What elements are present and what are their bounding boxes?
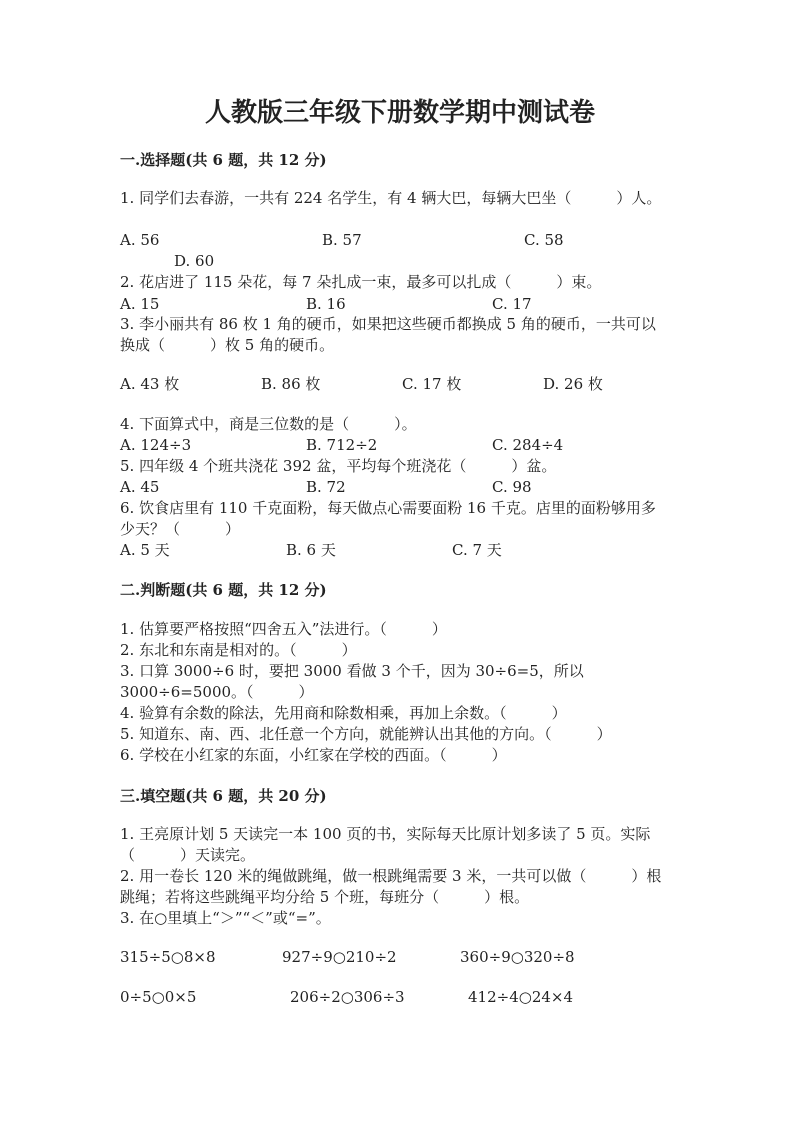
option-a: A. 43 枚 <box>120 375 180 393</box>
option-b: B. 72 <box>306 478 346 496</box>
fill-line: 跳绳；若将这些跳绳平均分给 5 个班，每班分（ ）根。 <box>120 888 530 906</box>
question-3-text: 3. 李小丽共有 86 枚 1 角的硬币，如果把这些硬币都换成 5 角的硬币，一共可以 <box>120 315 656 333</box>
question-5-text: 5. 四年级 4 个班共浇花 392 盆，平均每个班浇花（ ）盆。 <box>120 457 557 475</box>
judgment-line: 4. 验算有余数的除法，先用商和除数相乘，再加上余数。（ ） <box>120 704 567 722</box>
compare-item: 206÷2○306÷3 <box>290 988 405 1006</box>
section-heading-judgment: 二.判断题(共 6 题，共 12 分) <box>120 581 327 599</box>
fill-line: 1. 王亮原计划 5 天读完一本 100 页的书，实际每天比原计划多读了 5 页。实际 <box>120 825 651 843</box>
judgment-line: 3. 口算 3000÷6 时，要把 3000 看做 3 个千，因为 30÷6=5，所以 <box>120 662 584 680</box>
option-b: B. 712÷2 <box>306 436 378 454</box>
option-b: B. 86 枚 <box>261 375 321 393</box>
compare-item: 412÷4○24×4 <box>468 988 574 1006</box>
judgment-line: 2. 东北和东南是相对的。（ ） <box>120 641 357 659</box>
option-b: B. 6 天 <box>286 541 336 559</box>
compare-item: 360÷9○320÷8 <box>460 948 575 966</box>
option-c: C. 98 <box>492 478 532 496</box>
section-heading-choice: 一.选择题(共 6 题，共 12 分) <box>120 151 327 169</box>
option-c: C. 284÷4 <box>492 436 564 454</box>
judgment-line: 6. 学校在小红家的东面，小红家在学校的西面。（ ） <box>120 746 507 764</box>
judgment-line: 3000÷6=5000。（ ） <box>120 683 314 701</box>
question-1-text: 1. 同学们去春游，一共有 224 名学生，有 4 辆大巴，每辆大巴坐（ ）人。 <box>120 189 662 207</box>
option-d: D. 60 <box>174 252 215 270</box>
option-a: A. 56 <box>120 231 160 249</box>
option-b: B. 16 <box>306 295 346 313</box>
section-heading-fill-in: 三.填空题(共 6 题，共 20 分) <box>120 787 327 805</box>
option-a: A. 124÷3 <box>120 436 192 454</box>
question-3-text-cont: 换成（ ）枚 5 角的硬币。 <box>120 336 335 354</box>
option-c: C. 7 天 <box>452 541 502 559</box>
compare-item: 315÷5○8×8 <box>120 948 216 966</box>
option-b: B. 57 <box>322 231 362 249</box>
option-d: D. 26 枚 <box>543 375 603 393</box>
fill-line: 3. 在○里填上“＞”“＜”或“=”。 <box>120 909 331 927</box>
judgment-line: 1. 估算要严格按照“四舍五入”法进行。（ ） <box>120 620 447 638</box>
option-c: C. 17 <box>492 295 532 313</box>
judgment-line: 5. 知道东、南、西、北任意一个方向，就能辨认出其他的方向。（ ） <box>120 725 612 743</box>
fill-line: （ ）天读完。 <box>120 846 256 864</box>
option-a: A. 45 <box>120 478 160 496</box>
question-6-text: 6. 饮食店里有 110 千克面粉，每天做点心需要面粉 16 千克。店里的面粉够用多 <box>120 499 656 517</box>
option-a: A. 15 <box>120 295 160 313</box>
option-c: C. 58 <box>524 231 564 249</box>
option-c: C. 17 枚 <box>402 375 462 393</box>
option-a: A. 5 天 <box>120 541 170 559</box>
question-2-text: 2. 花店进了 115 朵花，每 7 朵扎成一束，最多可以扎成（ ）束。 <box>120 273 602 291</box>
question-6-text-cont: 少天？（ ） <box>120 520 241 538</box>
compare-item: 0÷5○0×5 <box>120 988 197 1006</box>
question-4-text: 4. 下面算式中，商是三位数的是（ ）。 <box>120 415 417 433</box>
page-title: 人教版三年级下册数学期中测试卷 <box>204 98 595 128</box>
compare-item: 927÷9○210÷2 <box>282 948 397 966</box>
fill-line: 2. 用一卷长 120 米的绳做跳绳，做一根跳绳需要 3 米，一共可以做（ ）根 <box>120 867 662 885</box>
